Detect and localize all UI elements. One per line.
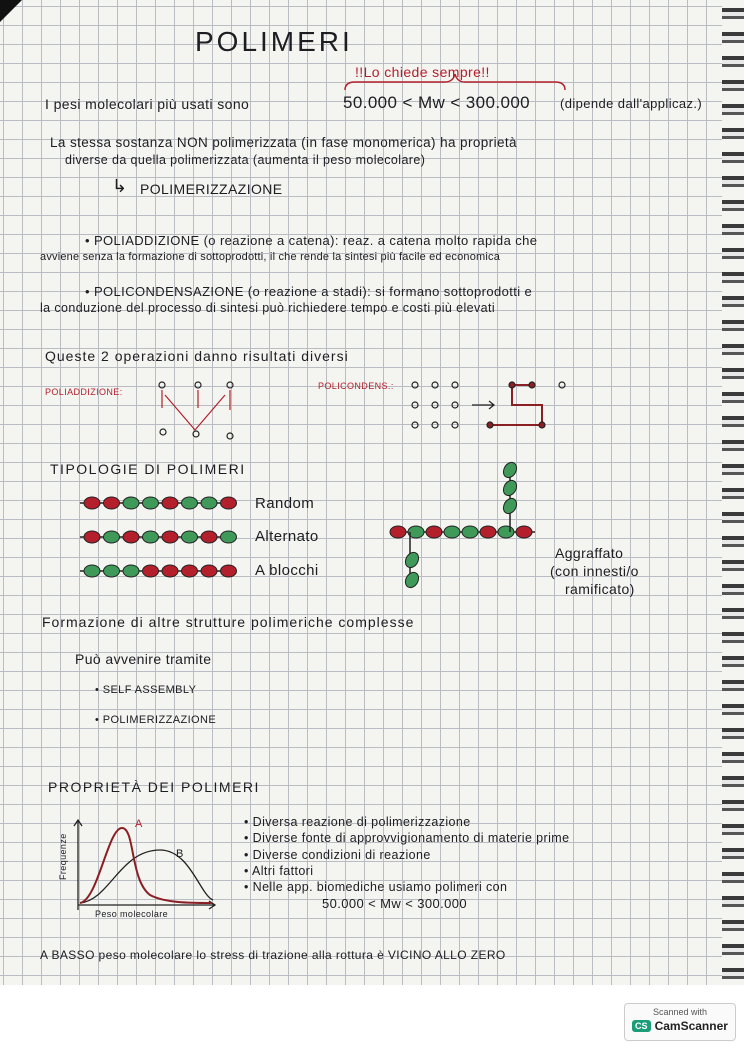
camscanner-brand: CamScanner — [654, 1019, 728, 1033]
monomer-bead — [390, 526, 406, 538]
poliaddizione-diagram — [159, 382, 233, 439]
monomer-bead — [221, 497, 237, 509]
monomer-bead — [143, 497, 159, 509]
monomer-bead — [162, 565, 178, 577]
policondensazione-diagram-label: POLICONDENS.: — [318, 381, 394, 391]
red-note: !!Lo chiede sempre!! — [355, 64, 490, 80]
tipologie-heading: TIPOLOGIE DI POLIMERI — [50, 461, 246, 477]
monomer-bead — [201, 531, 217, 543]
graft-label-1: Aggraffato — [555, 545, 624, 561]
monomer-bead — [516, 526, 532, 538]
monomer-bead — [426, 526, 442, 538]
monomer-bead — [182, 531, 198, 543]
graft-label-3: ramificato) — [565, 581, 635, 597]
curve-b — [80, 850, 213, 903]
poliaddizione-line1: • POLIADDIZIONE (o reazione a catena): reaz. a catena molto rapida che — [85, 233, 538, 248]
monomer-bead — [221, 531, 237, 543]
monomer-bead — [104, 497, 120, 509]
monomer-bead — [84, 531, 100, 543]
scanned-with-text: Scanned with — [652, 1007, 708, 1017]
line2b: diverse da quella polimerizzata (aumenta il peso molecolare) — [65, 153, 426, 167]
line1-range: 50.000 < Mw < 300.000 — [343, 93, 531, 112]
method-self-assembly: • SELF ASSEMBLY — [95, 684, 197, 696]
monomer-bead — [444, 526, 460, 538]
monomer-bead — [403, 570, 421, 590]
bullet-5: • Nelle app. biomediche usiamo polimeri con — [244, 880, 508, 894]
monomer-bead — [182, 565, 198, 577]
polymer-chains — [80, 460, 535, 590]
chart-axes — [74, 820, 215, 910]
chart-xlabel: Peso molecolare — [95, 909, 169, 919]
type-random: Random — [255, 495, 315, 512]
final-note: A BASSO peso molecolare lo stress di trazione alla rottura è VICINO ALLO ZERO — [40, 948, 506, 962]
tramite-text: Può avvenire tramite — [75, 651, 212, 667]
bullet-3: • Diverse condizioni di reazione — [244, 848, 431, 862]
monomer-bead — [462, 526, 478, 538]
monomer-bead — [403, 550, 421, 570]
monomer-bead — [182, 497, 198, 509]
bullet-range: 50.000 < Mw < 300.000 — [322, 896, 468, 911]
monomer-bead — [501, 496, 519, 516]
camscanner-watermark — [624, 1003, 736, 1041]
monomer-bead — [123, 531, 139, 543]
arrow-icon: ↳ — [112, 176, 128, 196]
monomer-bead — [84, 565, 100, 577]
bullet-4: • Altri fattori — [244, 864, 314, 878]
curve-a-label: A — [135, 818, 143, 830]
curve-a — [80, 828, 212, 903]
monomer-bead — [162, 497, 178, 509]
monomer-bead — [501, 460, 519, 480]
monomer-bead — [104, 531, 120, 543]
curve-b-label: B — [176, 848, 184, 860]
monomer-bead — [501, 478, 519, 498]
camscanner-logo-icon: CS — [632, 1020, 651, 1032]
poliaddizione-diagram-label: POLIADDIZIONE: — [45, 387, 123, 397]
page-title: POLIMERI — [195, 26, 353, 57]
monomer-bead — [104, 565, 120, 577]
monomer-bead — [123, 565, 139, 577]
policondensazione-line1: • POLICONDENSAZIONE (o reazione a stadi): si formano sottoprodotti e — [85, 284, 533, 299]
polimerizzazione-label: POLIMERIZZAZIONE — [140, 181, 283, 197]
queste-text: Queste 2 operazioni danno risultati diversi — [45, 348, 349, 364]
method-polimerizzazione: • POLIMERIZZAZIONE — [95, 714, 217, 726]
proprieta-heading: PROPRIETÀ DEI POLIMERI — [48, 779, 260, 795]
monomer-bead — [221, 565, 237, 577]
poliaddizione-line2: avviene senza la formazione di sottoprodotti, il che rende la sintesi più facile ed economica — [40, 251, 501, 263]
line2a: La stessa sostanza NON polimerizzata (in fase monomerica) ha proprietà — [50, 135, 517, 150]
brace — [345, 74, 565, 90]
type-blocchi: A blocchi — [255, 562, 319, 579]
bullet-2: • Diverse fonte di approvvigionamento di materie prime — [244, 831, 570, 845]
monomer-bead — [123, 497, 139, 509]
type-alternato: Alternato — [255, 528, 319, 545]
line1-text: I pesi molecolari più usati sono — [45, 96, 250, 112]
bullet-1: • Diversa reazione di polimerizzazione — [244, 815, 471, 829]
monomer-bead — [143, 531, 159, 543]
monomer-bead — [162, 531, 178, 543]
monomer-bead — [498, 526, 514, 538]
monomer-bead — [480, 526, 496, 538]
monomer-bead — [201, 497, 217, 509]
policondensazione-diagram — [412, 382, 565, 428]
line1-paren: (dipende dall'applicaz.) — [560, 96, 703, 111]
monomer-bead — [143, 565, 159, 577]
chart-ylabel: Frequenze — [58, 833, 68, 880]
monomer-bead — [84, 497, 100, 509]
graft-label-2: (con innesti/o — [550, 563, 639, 579]
formazione-text: Formazione di altre strutture polimeriche complesse — [42, 614, 415, 630]
policondensazione-line2: la conduzione del processo di sintesi può richiedere tempo e costi più elevati — [40, 301, 496, 315]
monomer-bead — [201, 565, 217, 577]
